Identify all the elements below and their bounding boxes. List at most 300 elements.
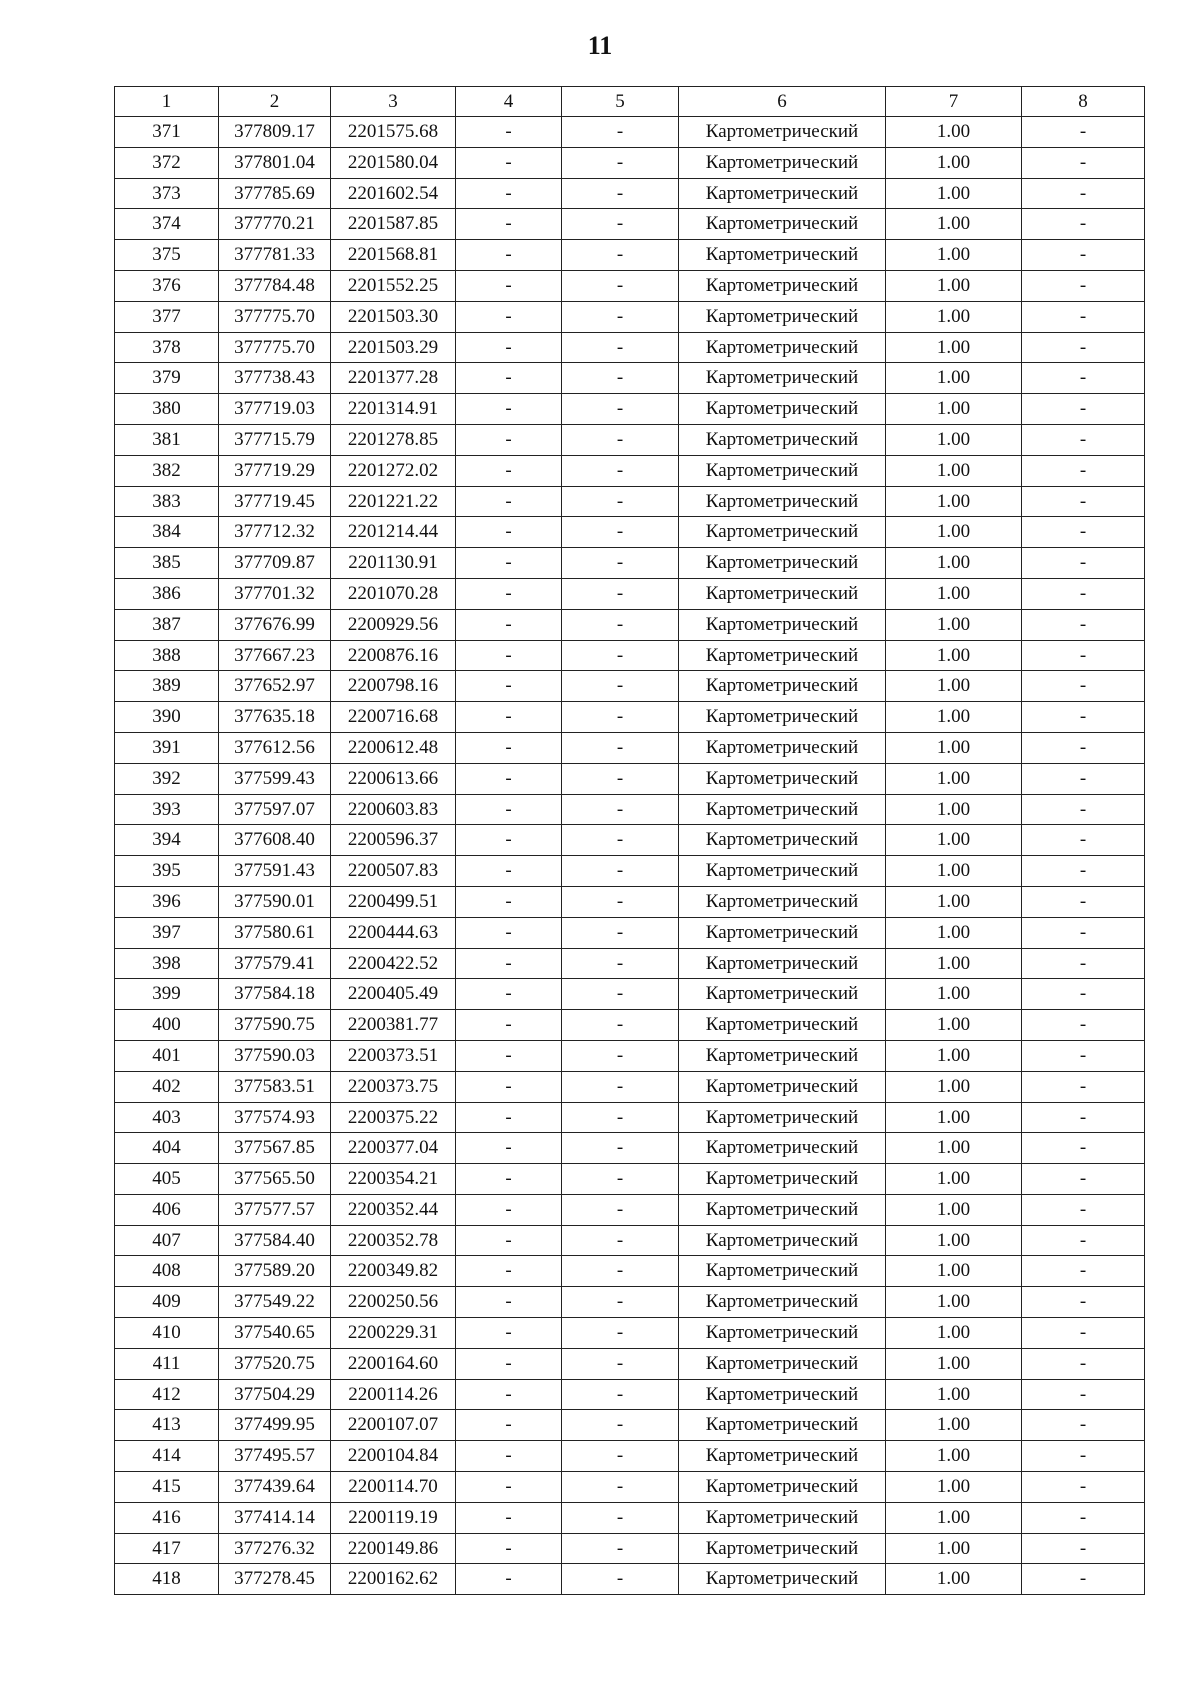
cell-method: Картометрический [679, 609, 886, 640]
cell-precision: 1.00 [886, 763, 1022, 794]
cell-method: Картометрический [679, 1040, 886, 1071]
table-row [115, 455, 1145, 486]
cell-precision: 1.00 [886, 209, 1022, 240]
cell-col8-value: - [1022, 1102, 1145, 1133]
table-row [115, 1256, 1145, 1287]
cell-coord-x: 377781.33 [219, 240, 331, 271]
table-row [115, 1194, 1145, 1225]
cell-precision: 1.00 [886, 1533, 1022, 1564]
cell-col8-value: - [1022, 609, 1145, 640]
table-row [115, 1164, 1145, 1195]
cell-col5-value: - [562, 1472, 679, 1503]
header-row [115, 87, 1145, 117]
cell-coord-y: 2200929.56 [331, 609, 456, 640]
cell-col8-value: - [1022, 1225, 1145, 1256]
cell-precision: 1.00 [886, 702, 1022, 733]
cell-precision: 1.00 [886, 1318, 1022, 1349]
cell-col5-value: - [562, 1164, 679, 1195]
cell-point-number: 396 [115, 886, 219, 917]
cell-col4-value: - [456, 609, 562, 640]
table-row [115, 548, 1145, 579]
cell-coord-y: 2200375.22 [331, 1102, 456, 1133]
cell-col8-value: - [1022, 270, 1145, 301]
cell-precision: 1.00 [886, 117, 1022, 148]
cell-col4-value: - [456, 671, 562, 702]
table-row [115, 856, 1145, 887]
cell-col5-value: - [562, 240, 679, 271]
cell-coord-y: 2200422.52 [331, 948, 456, 979]
cell-coord-y: 2201587.85 [331, 209, 456, 240]
cell-col5-value: - [562, 1533, 679, 1564]
column-header-6: 6 [679, 87, 886, 117]
cell-coord-y: 2201130.91 [331, 548, 456, 579]
cell-col5-value: - [562, 948, 679, 979]
cell-col4-value: - [456, 1441, 562, 1472]
cell-method: Картометрический [679, 178, 886, 209]
table-row [115, 117, 1145, 148]
cell-col8-value: - [1022, 886, 1145, 917]
cell-col8-value: - [1022, 702, 1145, 733]
cell-precision: 1.00 [886, 1441, 1022, 1472]
cell-precision: 1.00 [886, 240, 1022, 271]
cell-coord-x: 377701.32 [219, 578, 331, 609]
cell-coord-y: 2200507.83 [331, 856, 456, 887]
cell-point-number: 371 [115, 117, 219, 148]
cell-coord-x: 377590.03 [219, 1040, 331, 1071]
cell-coord-y: 2201602.54 [331, 178, 456, 209]
cell-method: Картометрический [679, 1533, 886, 1564]
cell-method: Картометрический [679, 1318, 886, 1349]
cell-point-number: 376 [115, 270, 219, 301]
cell-point-number: 392 [115, 763, 219, 794]
cell-method: Картометрический [679, 301, 886, 332]
cell-coord-y: 2200250.56 [331, 1287, 456, 1318]
cell-coord-x: 377590.01 [219, 886, 331, 917]
cell-point-number: 386 [115, 578, 219, 609]
cell-point-number: 390 [115, 702, 219, 733]
cell-col4-value: - [456, 1010, 562, 1041]
cell-point-number: 380 [115, 394, 219, 425]
cell-col8-value: - [1022, 1472, 1145, 1503]
table-row [115, 1287, 1145, 1318]
cell-col4-value: - [456, 1164, 562, 1195]
column-header-7: 7 [886, 87, 1022, 117]
cell-coord-y: 2201214.44 [331, 517, 456, 548]
cell-col4-value: - [456, 1194, 562, 1225]
cell-precision: 1.00 [886, 363, 1022, 394]
cell-precision: 1.00 [886, 1256, 1022, 1287]
column-header-1: 1 [115, 87, 219, 117]
column-header-3: 3 [331, 87, 456, 117]
cell-method: Картометрический [679, 1164, 886, 1195]
cell-point-number: 404 [115, 1133, 219, 1164]
cell-coord-x: 377579.41 [219, 948, 331, 979]
cell-point-number: 375 [115, 240, 219, 271]
cell-method: Картометрический [679, 732, 886, 763]
cell-coord-x: 377652.97 [219, 671, 331, 702]
cell-col5-value: - [562, 917, 679, 948]
cell-method: Картометрический [679, 1225, 886, 1256]
cell-coord-x: 377715.79 [219, 424, 331, 455]
table-row [115, 147, 1145, 178]
cell-point-number: 414 [115, 1441, 219, 1472]
cell-col8-value: - [1022, 825, 1145, 856]
cell-coord-x: 377278.45 [219, 1564, 331, 1595]
cell-precision: 1.00 [886, 1164, 1022, 1195]
cell-col8-value: - [1022, 1410, 1145, 1441]
cell-col5-value: - [562, 1194, 679, 1225]
cell-col8-value: - [1022, 640, 1145, 671]
cell-coord-y: 2200613.66 [331, 763, 456, 794]
cell-point-number: 395 [115, 856, 219, 887]
cell-col8-value: - [1022, 1164, 1145, 1195]
cell-coord-x: 377712.32 [219, 517, 331, 548]
cell-method: Картометрический [679, 1564, 886, 1595]
table-row [115, 763, 1145, 794]
cell-coord-x: 377414.14 [219, 1502, 331, 1533]
cell-precision: 1.00 [886, 1348, 1022, 1379]
table-row [115, 301, 1145, 332]
table-row [115, 578, 1145, 609]
cell-col8-value: - [1022, 948, 1145, 979]
cell-col5-value: - [562, 517, 679, 548]
cell-col4-value: - [456, 548, 562, 579]
cell-method: Картометрический [679, 856, 886, 887]
table-row [115, 702, 1145, 733]
cell-coord-x: 377719.29 [219, 455, 331, 486]
cell-col5-value: - [562, 1010, 679, 1041]
cell-method: Картометрический [679, 1010, 886, 1041]
cell-coord-x: 377584.18 [219, 979, 331, 1010]
cell-coord-y: 2201580.04 [331, 147, 456, 178]
cell-coord-x: 377667.23 [219, 640, 331, 671]
cell-point-number: 405 [115, 1164, 219, 1195]
cell-coord-y: 2200377.04 [331, 1133, 456, 1164]
cell-coord-y: 2201278.85 [331, 424, 456, 455]
cell-method: Картометрический [679, 147, 886, 178]
cell-col5-value: - [562, 1348, 679, 1379]
table-row [115, 209, 1145, 240]
cell-method: Картометрический [679, 979, 886, 1010]
cell-col4-value: - [456, 763, 562, 794]
cell-col4-value: - [456, 240, 562, 271]
cell-precision: 1.00 [886, 640, 1022, 671]
cell-precision: 1.00 [886, 270, 1022, 301]
cell-method: Картометрический [679, 548, 886, 579]
cell-col8-value: - [1022, 209, 1145, 240]
cell-col5-value: - [562, 1441, 679, 1472]
cell-method: Картометрический [679, 1133, 886, 1164]
cell-col4-value: - [456, 886, 562, 917]
column-header-8: 8 [1022, 87, 1145, 117]
cell-col4-value: - [456, 948, 562, 979]
cell-col5-value: - [562, 548, 679, 579]
cell-coord-x: 377580.61 [219, 917, 331, 948]
cell-point-number: 401 [115, 1040, 219, 1071]
cell-col4-value: - [456, 856, 562, 887]
cell-method: Картометрический [679, 1071, 886, 1102]
cell-col4-value: - [456, 486, 562, 517]
cell-point-number: 407 [115, 1225, 219, 1256]
cell-method: Картометрический [679, 578, 886, 609]
cell-col4-value: - [456, 394, 562, 425]
cell-method: Картометрический [679, 332, 886, 363]
cell-method: Картометрический [679, 1348, 886, 1379]
cell-point-number: 374 [115, 209, 219, 240]
cell-point-number: 389 [115, 671, 219, 702]
cell-coord-x: 377738.43 [219, 363, 331, 394]
cell-coord-y: 2200164.60 [331, 1348, 456, 1379]
cell-coord-x: 377565.50 [219, 1164, 331, 1195]
cell-point-number: 378 [115, 332, 219, 363]
cell-precision: 1.00 [886, 517, 1022, 548]
cell-coord-y: 2200373.51 [331, 1040, 456, 1071]
cell-precision: 1.00 [886, 332, 1022, 363]
cell-col4-value: - [456, 578, 562, 609]
cell-method: Картометрический [679, 394, 886, 425]
cell-precision: 1.00 [886, 609, 1022, 640]
cell-col8-value: - [1022, 856, 1145, 887]
cell-method: Картометрический [679, 1194, 886, 1225]
cell-precision: 1.00 [886, 732, 1022, 763]
table-row [115, 424, 1145, 455]
cell-point-number: 402 [115, 1071, 219, 1102]
cell-coord-x: 377589.20 [219, 1256, 331, 1287]
cell-coord-x: 377574.93 [219, 1102, 331, 1133]
cell-coord-y: 2201272.02 [331, 455, 456, 486]
cell-col4-value: - [456, 1133, 562, 1164]
cell-col8-value: - [1022, 1564, 1145, 1595]
cell-point-number: 399 [115, 979, 219, 1010]
cell-coord-x: 377770.21 [219, 209, 331, 240]
cell-col5-value: - [562, 763, 679, 794]
cell-coord-y: 2201503.29 [331, 332, 456, 363]
cell-col5-value: - [562, 1287, 679, 1318]
cell-method: Картометрический [679, 794, 886, 825]
cell-precision: 1.00 [886, 147, 1022, 178]
cell-col8-value: - [1022, 1256, 1145, 1287]
cell-method: Картометрический [679, 702, 886, 733]
cell-col4-value: - [456, 209, 562, 240]
cell-col4-value: - [456, 1256, 562, 1287]
cell-col8-value: - [1022, 455, 1145, 486]
cell-precision: 1.00 [886, 917, 1022, 948]
cell-col8-value: - [1022, 1010, 1145, 1041]
cell-col5-value: - [562, 794, 679, 825]
cell-point-number: 387 [115, 609, 219, 640]
cell-coord-x: 377583.51 [219, 1071, 331, 1102]
table-body [115, 117, 1145, 1595]
cell-coord-x: 377504.29 [219, 1379, 331, 1410]
cell-method: Картометрический [679, 363, 886, 394]
cell-coord-x: 377775.70 [219, 301, 331, 332]
cell-col5-value: - [562, 1410, 679, 1441]
cell-point-number: 417 [115, 1533, 219, 1564]
cell-precision: 1.00 [886, 794, 1022, 825]
table-row [115, 1040, 1145, 1071]
cell-coord-y: 2201377.28 [331, 363, 456, 394]
table-row [115, 517, 1145, 548]
cell-point-number: 398 [115, 948, 219, 979]
cell-precision: 1.00 [886, 1287, 1022, 1318]
cell-col8-value: - [1022, 548, 1145, 579]
cell-point-number: 418 [115, 1564, 219, 1595]
cell-col5-value: - [562, 1071, 679, 1102]
cell-point-number: 411 [115, 1348, 219, 1379]
cell-point-number: 384 [115, 517, 219, 548]
table-row [115, 1225, 1145, 1256]
cell-point-number: 393 [115, 794, 219, 825]
cell-col4-value: - [456, 1071, 562, 1102]
cell-col4-value: - [456, 1564, 562, 1595]
cell-method: Картометрический [679, 1502, 886, 1533]
cell-point-number: 415 [115, 1472, 219, 1503]
cell-coord-x: 377540.65 [219, 1318, 331, 1349]
cell-col4-value: - [456, 1102, 562, 1133]
cell-point-number: 394 [115, 825, 219, 856]
cell-col8-value: - [1022, 763, 1145, 794]
cell-col4-value: - [456, 1225, 562, 1256]
cell-col5-value: - [562, 1133, 679, 1164]
cell-point-number: 409 [115, 1287, 219, 1318]
cell-col5-value: - [562, 209, 679, 240]
cell-col5-value: - [562, 117, 679, 148]
cell-col4-value: - [456, 1287, 562, 1318]
cell-col8-value: - [1022, 1441, 1145, 1472]
cell-col5-value: - [562, 886, 679, 917]
cell-col5-value: - [562, 332, 679, 363]
cell-precision: 1.00 [886, 548, 1022, 579]
cell-method: Картометрический [679, 917, 886, 948]
cell-method: Картометрический [679, 455, 886, 486]
cell-col8-value: - [1022, 517, 1145, 548]
cell-col5-value: - [562, 178, 679, 209]
cell-coord-y: 2200798.16 [331, 671, 456, 702]
cell-method: Картометрический [679, 1410, 886, 1441]
table-row [115, 1348, 1145, 1379]
cell-col4-value: - [456, 794, 562, 825]
cell-coord-y: 2201575.68 [331, 117, 456, 148]
cell-col5-value: - [562, 825, 679, 856]
table-row [115, 178, 1145, 209]
table-row [115, 1410, 1145, 1441]
cell-point-number: 388 [115, 640, 219, 671]
cell-coord-x: 377676.99 [219, 609, 331, 640]
cell-col5-value: - [562, 1379, 679, 1410]
cell-precision: 1.00 [886, 1040, 1022, 1071]
cell-precision: 1.00 [886, 301, 1022, 332]
table-row [115, 332, 1145, 363]
cell-coord-y: 2200162.62 [331, 1564, 456, 1595]
cell-coord-x: 377567.85 [219, 1133, 331, 1164]
cell-point-number: 412 [115, 1379, 219, 1410]
cell-coord-y: 2200603.83 [331, 794, 456, 825]
table-row [115, 270, 1145, 301]
cell-point-number: 410 [115, 1318, 219, 1349]
cell-coord-y: 2200612.48 [331, 732, 456, 763]
cell-precision: 1.00 [886, 578, 1022, 609]
cell-method: Картометрический [679, 886, 886, 917]
cell-coord-x: 377608.40 [219, 825, 331, 856]
cell-col4-value: - [456, 270, 562, 301]
cell-col5-value: - [562, 1102, 679, 1133]
cell-precision: 1.00 [886, 394, 1022, 425]
cell-col4-value: - [456, 332, 562, 363]
cell-precision: 1.00 [886, 671, 1022, 702]
cell-coord-x: 377549.22 [219, 1287, 331, 1318]
cell-col8-value: - [1022, 117, 1145, 148]
cell-col5-value: - [562, 455, 679, 486]
column-header-5: 5 [562, 87, 679, 117]
cell-col5-value: - [562, 1502, 679, 1533]
cell-coord-y: 2200104.84 [331, 1441, 456, 1472]
cell-coord-x: 377719.45 [219, 486, 331, 517]
cell-col4-value: - [456, 917, 562, 948]
table-row [115, 1071, 1145, 1102]
table-row [115, 794, 1145, 825]
cell-col5-value: - [562, 424, 679, 455]
cell-method: Картометрический [679, 240, 886, 271]
cell-col4-value: - [456, 178, 562, 209]
cell-col8-value: - [1022, 1348, 1145, 1379]
cell-coord-x: 377809.17 [219, 117, 331, 148]
cell-col4-value: - [456, 455, 562, 486]
cell-col8-value: - [1022, 147, 1145, 178]
cell-coord-x: 377719.03 [219, 394, 331, 425]
cell-col8-value: - [1022, 240, 1145, 271]
cell-coord-x: 377590.75 [219, 1010, 331, 1041]
cell-col5-value: - [562, 394, 679, 425]
cell-method: Картометрический [679, 209, 886, 240]
cell-point-number: 406 [115, 1194, 219, 1225]
cell-coord-y: 2200119.19 [331, 1502, 456, 1533]
cell-col5-value: - [562, 1040, 679, 1071]
cell-precision: 1.00 [886, 1379, 1022, 1410]
cell-coord-y: 2200444.63 [331, 917, 456, 948]
cell-method: Картометрический [679, 517, 886, 548]
cell-col8-value: - [1022, 1287, 1145, 1318]
cell-col8-value: - [1022, 1502, 1145, 1533]
cell-point-number: 413 [115, 1410, 219, 1441]
cell-col4-value: - [456, 732, 562, 763]
cell-col4-value: - [456, 517, 562, 548]
cell-col8-value: - [1022, 979, 1145, 1010]
cell-coord-y: 2200349.82 [331, 1256, 456, 1287]
cell-coord-x: 377635.18 [219, 702, 331, 733]
table-row [115, 486, 1145, 517]
table-row [115, 1379, 1145, 1410]
cell-coord-y: 2201552.25 [331, 270, 456, 301]
cell-col8-value: - [1022, 1194, 1145, 1225]
cell-col5-value: - [562, 979, 679, 1010]
cell-method: Картометрический [679, 424, 886, 455]
cell-coord-x: 377597.07 [219, 794, 331, 825]
table-row [115, 1102, 1145, 1133]
cell-coord-y: 2200107.07 [331, 1410, 456, 1441]
cell-coord-x: 377784.48 [219, 270, 331, 301]
cell-coord-x: 377439.64 [219, 1472, 331, 1503]
table-row [115, 886, 1145, 917]
cell-point-number: 391 [115, 732, 219, 763]
cell-point-number: 416 [115, 1502, 219, 1533]
cell-precision: 1.00 [886, 1102, 1022, 1133]
cell-coord-y: 2200716.68 [331, 702, 456, 733]
cell-coord-y: 2201314.91 [331, 394, 456, 425]
cell-method: Картометрический [679, 1472, 886, 1503]
cell-point-number: 408 [115, 1256, 219, 1287]
cell-col4-value: - [456, 147, 562, 178]
cell-col5-value: - [562, 1318, 679, 1349]
